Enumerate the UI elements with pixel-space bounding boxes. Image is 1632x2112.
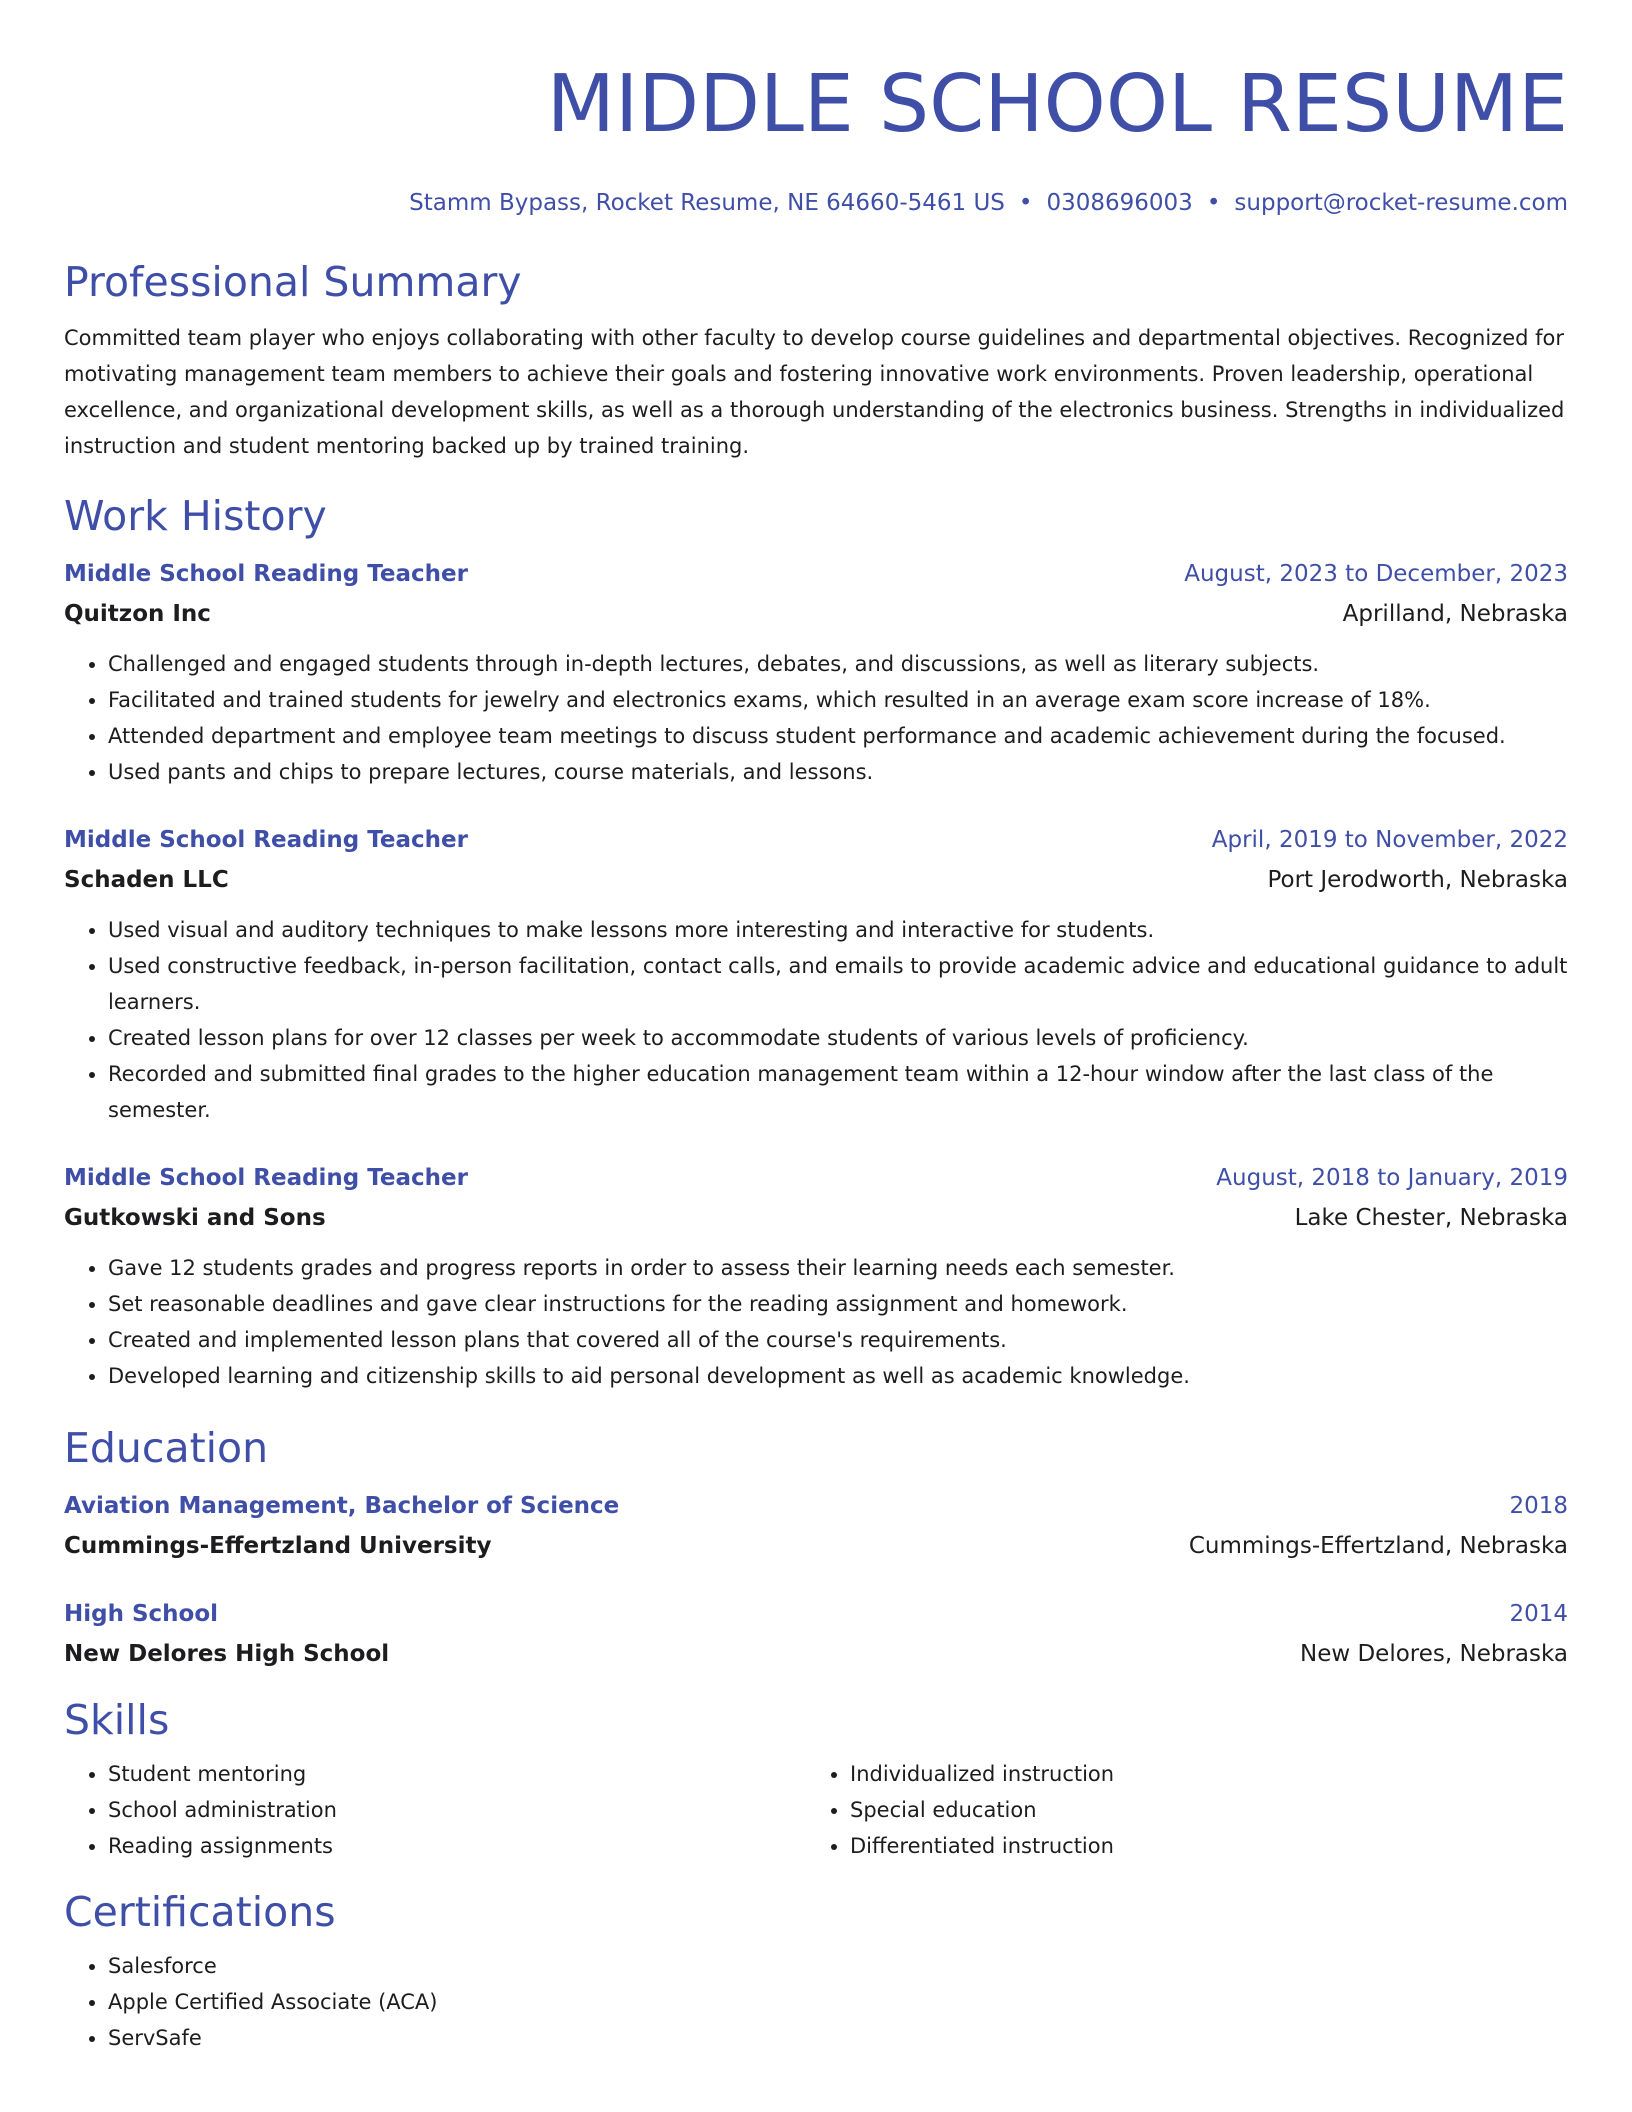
job-title: Middle School Reading Teacher	[64, 1165, 468, 1191]
skill-item: • Individualized instruction	[850, 1756, 1548, 1792]
school-location: New Delores, Nebraska	[1299, 1641, 1568, 1667]
job-company: Schaden LLC	[64, 867, 229, 893]
summary-text: Committed team player who enjoys collaborating with other faculty to develop course guidelines and departmental objectives. Recognized for motivating management team members to achieve their goals and fostering innovative work environments. Proven leadership, operational excellence, and organizational development skills, as well as a thorough understanding of the electronics business. Strengths in individualized instruction and student mentoring backed up by trained training.	[64, 326, 1565, 458]
contact-separator: •	[1206, 190, 1221, 216]
skill-item: • School administration	[108, 1792, 806, 1828]
job-bullet: • Challenged and engaged students through in-depth lectures, debates, and discussions, as well as literary subjects.	[108, 646, 1568, 682]
education-entry	[64, 1486, 1568, 1566]
job-bullet: • Used constructive feedback, in-person facilitation, contact calls, and emails to provide academic advice and educational guidance to adult learners.	[108, 948, 1568, 1020]
job-bullets	[64, 646, 1568, 790]
job-bullet: • Gave 12 students grades and progress reports in order to assess their learning needs each semester.	[108, 1250, 1568, 1286]
job-title: Middle School Reading Teacher	[64, 827, 468, 853]
skill-item: • Student mentoring	[108, 1756, 806, 1792]
skill-item: • Differentiated instruction	[850, 1828, 1548, 1864]
job-company: Quitzon Inc	[64, 601, 211, 627]
degree: Aviation Management, Bachelor of Science	[64, 1493, 620, 1519]
work-history-heading: Work History	[64, 492, 327, 540]
skills-heading: Skills	[64, 1696, 170, 1744]
job-bullet: • Created lesson plans for over 12 classes per week to accommodate students of various levels of proficiency.	[108, 1020, 1568, 1056]
job-bullets	[64, 912, 1568, 1128]
job-bullet: • Used visual and auditory techniques to make lessons more interesting and interactive for students.	[108, 912, 1568, 948]
job-location: Lake Chester, Nebraska	[1294, 1205, 1568, 1231]
summary-heading: Professional Summary	[64, 258, 522, 306]
job-bullets	[64, 1250, 1568, 1394]
work-entry	[64, 820, 1568, 1128]
skills-grid	[64, 1756, 1568, 1864]
job-location: Port Jerodworth, Nebraska	[1267, 867, 1568, 893]
job-dates: August, 2023 to December, 2023	[1184, 561, 1568, 587]
work-entry	[64, 554, 1568, 790]
skill-item: • Special education	[850, 1792, 1548, 1828]
job-bullet: • Recorded and submitted final grades to the higher education management team within a 12-hour window after the last class of the semester.	[108, 1056, 1568, 1128]
skills-list	[64, 1756, 806, 1864]
job-location: Aprilland, Nebraska	[1342, 601, 1568, 627]
certifications-list	[64, 1948, 1568, 2056]
resume-title: MIDDLE SCHOOL RESUME	[546, 58, 1568, 150]
job-bullet: • Developed learning and citizenship skills to aid personal development as well as academic knowledge.	[108, 1358, 1568, 1394]
skill-item: • Reading assignments	[108, 1828, 806, 1864]
skills-column-right	[806, 1756, 1548, 1864]
certification-item: • ServSafe	[108, 2020, 1568, 2056]
school-name: Cummings-Effertzland University	[64, 1533, 492, 1559]
skills-list	[806, 1756, 1548, 1864]
contact-separator: •	[1018, 190, 1033, 216]
degree: High School	[64, 1601, 219, 1627]
graduation-year: 2018	[1509, 1493, 1568, 1519]
job-bullet: • Used pants and chips to prepare lectures, course materials, and lessons.	[108, 754, 1568, 790]
education-entry	[64, 1594, 1568, 1674]
job-title: Middle School Reading Teacher	[64, 561, 468, 587]
contact-address: Stamm Bypass, Rocket Resume, NE 64660-5461 US	[409, 190, 1005, 216]
job-dates: April, 2019 to November, 2022	[1211, 827, 1568, 853]
certification-item: • Salesforce	[108, 1948, 1568, 1984]
certification-item: • Apple Certified Associate (ACA)	[108, 1984, 1568, 2020]
job-bullet: • Set reasonable deadlines and gave clear instructions for the reading assignment and homework.	[108, 1286, 1568, 1322]
job-bullet: • Facilitated and trained students for jewelry and electronics exams, which resulted in an average exam score increase of 18%.	[108, 682, 1568, 718]
skills-column-left	[64, 1756, 806, 1864]
job-bullet: • Created and implemented lesson plans that covered all of the course's requirements.	[108, 1322, 1568, 1358]
education-heading: Education	[64, 1424, 269, 1472]
certifications-heading: Certifications	[64, 1888, 336, 1936]
job-bullet: • Attended department and employee team meetings to discuss student performance and academic achievement during the focused.	[108, 718, 1568, 754]
contact-email[interactable]: support@rocket-resume.com	[1234, 190, 1568, 216]
contact-phone: 0308696003	[1046, 190, 1193, 216]
job-dates: August, 2018 to January, 2019	[1216, 1165, 1568, 1191]
school-location: Cummings-Effertzland, Nebraska	[1188, 1533, 1568, 1559]
school-name: New Delores High School	[64, 1641, 390, 1667]
contact-line	[64, 188, 1568, 218]
work-entry	[64, 1158, 1568, 1394]
graduation-year: 2014	[1509, 1601, 1568, 1627]
job-company: Gutkowski and Sons	[64, 1205, 326, 1231]
